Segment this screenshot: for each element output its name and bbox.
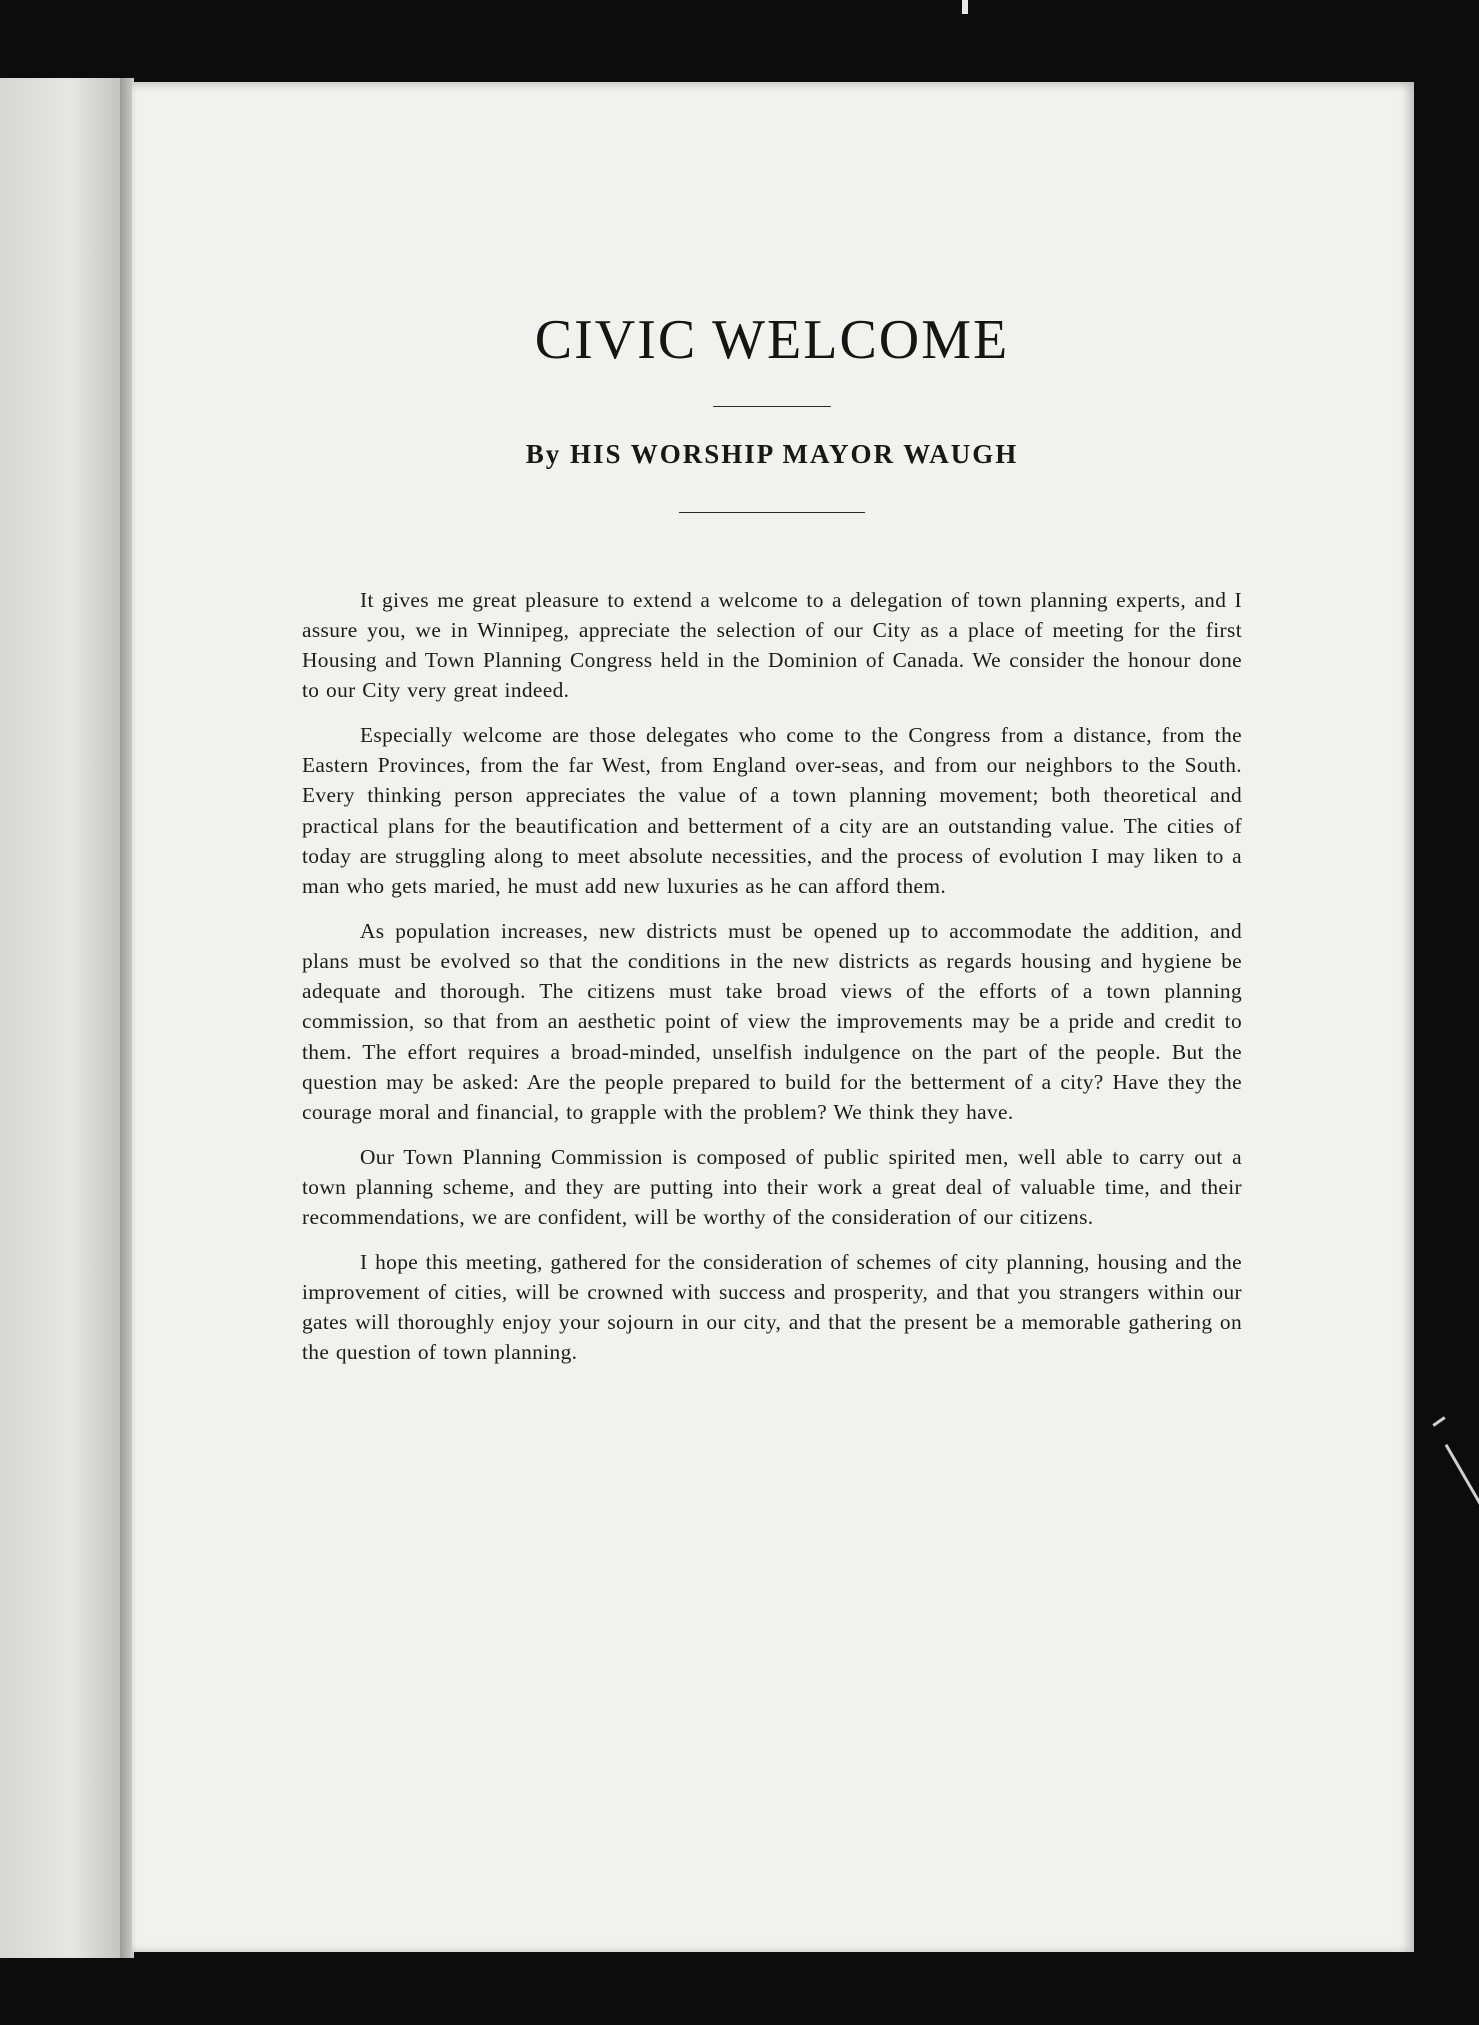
paragraph-2: Especially welcome are those delegates who come to the Congress from a distance, from the Eastern Provinces, from the far West, from England over-seas, and from our neighbors to the South. Every thinking person appreciates the value of a town planning movement; both theoretical and practical plans for the beautification and betterment of a city are an outstanding value. The cities of today are struggling along to meet absolute necessities, and the process of evolution I may liken to a man who gets maried, he must add new luxuries as he can afford them. [302,722,1242,899]
facing-page-edge [0,78,130,1958]
paragraph-5: I hope this meeting, gathered for the consideration of schemes of city planning, housing and the improvement of cities, will be crowned with success and prosperity, and that you strangers within our gates will thoroughly enjoy your sojourn in our city, and that the present be a memorable gathering on the question of town planning. [302,1249,1242,1365]
scan-speck [1445,1444,1479,1506]
article [282,310,1262,1382]
scan-speck [1432,1416,1445,1426]
byline-divider [679,512,865,513]
byline: By HIS WORSHIP MAYOR WAUGH [525,438,1019,469]
paragraph-1: It gives me great pleasure to extend a welcome to a delegation of town planning experts, and I assure you, we in Winnipeg, appreciate the selection of our City as a place of meeting for the first Housing and Town Planning Congress held in the Dominion of Canada. We consider the honour done to our City very great indeed. [302,587,1242,703]
document-page [132,82,1414,1952]
title-divider [713,406,831,407]
article-body [282,585,1262,1368]
paragraph-3: As population increases, new districts must be opened up to accommodate the addition, and plans must be evolved so that the conditions in the new districts as regards housing and hygiene be adequate and thorough. The citizens must take broad views of the efforts of a town planning commission, so that from an aesthetic point of view the improvements may be a pride and credit to them. The effort requires a broad-minded, unselfish indulgence on the part of the people. But the question may be asked: Are the people prepared to build for the betterment of a city? Have they the courage moral and financial, to grapple with the problem? We think they have. [302,918,1242,1125]
scan-speck [962,0,968,14]
page-title: CIVIC WELCOME [534,309,1010,371]
paragraph-4: Our Town Planning Commission is composed of public spirited men, well able to carry out a town planning scheme, and they are putting into their work a great deal of valuable time, and their recommendations, we are confident, will be worthy of the consideration of our citizens. [302,1144,1242,1230]
